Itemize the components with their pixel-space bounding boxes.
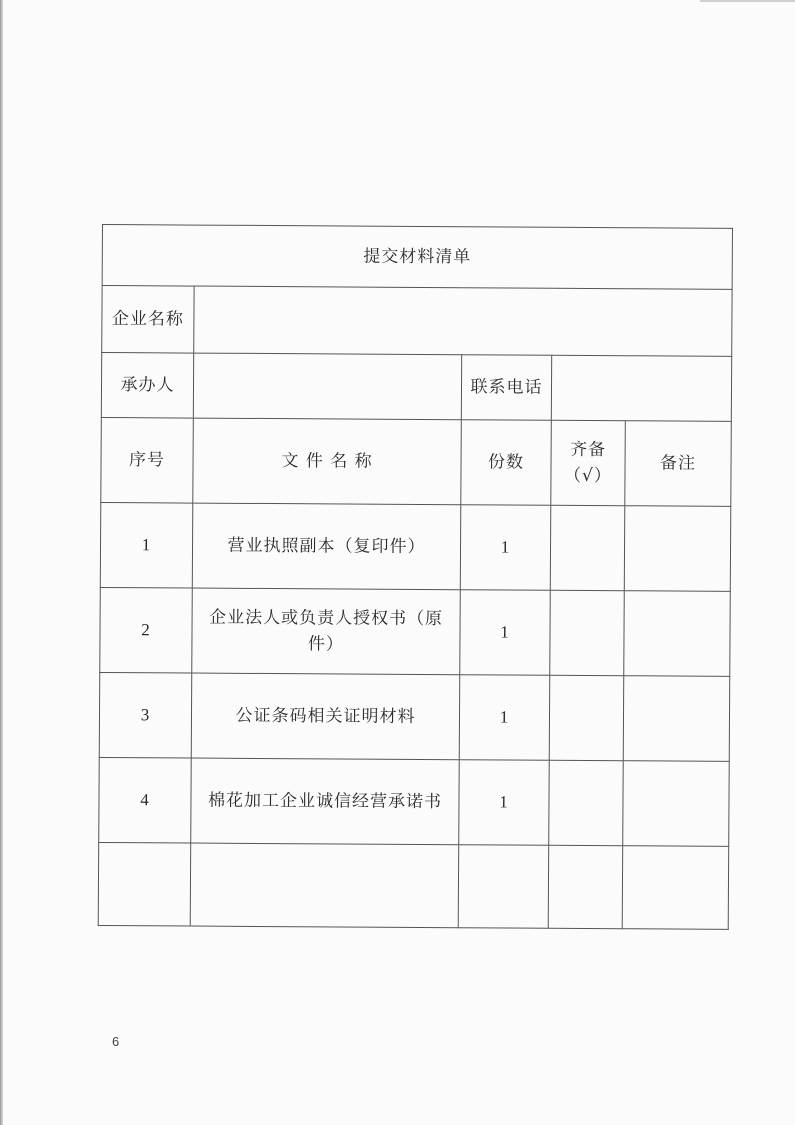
- row-copies[interactable]: [458, 845, 549, 929]
- row-remarks-cell[interactable]: [623, 761, 730, 847]
- row-complete-cell[interactable]: [549, 675, 624, 760]
- row-copies: 1: [459, 760, 550, 846]
- header-complete: [551, 420, 626, 505]
- row-complete-cell[interactable]: [550, 590, 625, 675]
- table-row: [100, 587, 731, 676]
- phone-field[interactable]: [551, 355, 731, 421]
- phone-label: 联系电话: [461, 355, 551, 421]
- table-row: [98, 842, 729, 929]
- handler-label: 承办人: [101, 353, 193, 419]
- row-remarks-cell[interactable]: [623, 676, 730, 762]
- table-row: [99, 757, 730, 846]
- row-doc-name: 棉花加工企业诚信经营承诺书: [191, 758, 460, 845]
- materials-checklist-table: [98, 224, 733, 930]
- scan-edge-top: [700, 0, 795, 2]
- company-name-field[interactable]: [194, 286, 732, 356]
- row-complete-cell[interactable]: [548, 845, 623, 928]
- handler-field[interactable]: [193, 353, 461, 420]
- row-remarks-cell[interactable]: [624, 591, 731, 677]
- row-complete-cell[interactable]: [549, 760, 624, 845]
- table-row: [100, 502, 731, 591]
- row-copies: 1: [460, 590, 551, 676]
- row-doc-name[interactable]: [190, 843, 459, 928]
- company-name-label: 企业名称: [102, 286, 194, 354]
- row-remarks-cell[interactable]: [624, 506, 731, 592]
- row-index: 3: [99, 672, 192, 758]
- form-title: 提交材料清单: [102, 225, 732, 290]
- header-index: 序号: [101, 417, 194, 503]
- page-number: 6: [112, 1034, 120, 1049]
- row-copies: 1: [460, 505, 551, 591]
- header-doc-name: 文 件 名 称: [193, 418, 462, 505]
- row-index: 2: [100, 587, 193, 673]
- row-doc-name: 营业执照副本（复印件）: [192, 503, 461, 590]
- row-complete-cell[interactable]: [550, 505, 625, 590]
- row-index[interactable]: [98, 842, 191, 926]
- header-complete-line1: 齐备: [570, 439, 607, 461]
- header-copies: 份数: [461, 420, 552, 506]
- scan-edge-left: [0, 0, 3, 1125]
- row-index: 4: [99, 757, 192, 843]
- row-doc-name: 公证条码相关证明材料: [191, 673, 460, 760]
- row-index: 1: [100, 502, 193, 588]
- header-complete-line2: （√）: [563, 465, 612, 487]
- header-remarks: 备注: [625, 421, 732, 507]
- row-copies: 1: [459, 675, 550, 761]
- table-row: [99, 672, 730, 761]
- row-doc-name: 企业法人或负责人授权书（原件）: [192, 588, 461, 675]
- row-remarks-cell[interactable]: [622, 846, 729, 930]
